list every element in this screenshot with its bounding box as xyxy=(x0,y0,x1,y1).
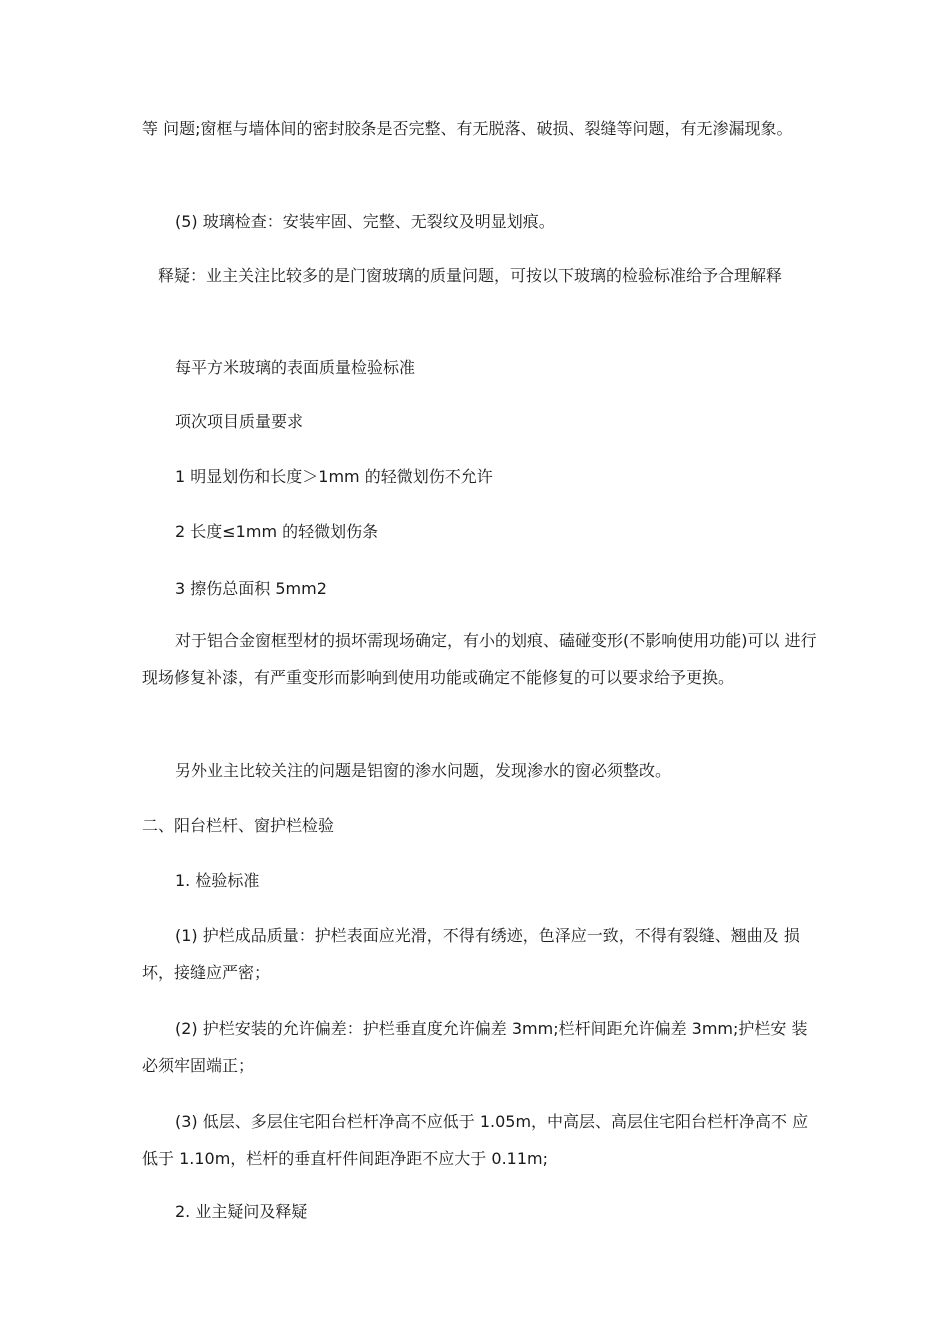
paragraph-glass-standard-title: 每平方米玻璃的表面质量检验标准 xyxy=(175,358,416,377)
paragraph-railing-deviation: (2) 护栏安装的允许偏差：护栏垂直度允许偏差 3mm;栏杆间距允许偏差 3mm;护栏安 装必须牢固端正； xyxy=(142,1019,808,1075)
subheading-inspection-standard: 1. 检验标准 xyxy=(175,871,260,890)
subheading-owner-questions: 2. 业主疑问及释疑 xyxy=(175,1202,308,1221)
paragraph-glass-check: (5) 玻璃检查：安装牢固、完整、无裂纹及明显划痕。 xyxy=(175,212,555,231)
paragraph-aluminum-frame: 对于铝合金窗框型材的损坏需现场确定，有小的划痕、磕碰变形(不影响使用功能)可以 进行现场修复补漆，有严重变形而影响到使用功能或确定不能修复的可以要求给予更换。 xyxy=(142,631,817,687)
paragraph-table-header: 项次项目质量要求 xyxy=(175,412,304,431)
section-heading-railing: 二、阳台栏杆、窗护栏检验 xyxy=(142,816,335,835)
paragraph-railing-quality: (1) 护栏成品质量：护栏表面应光滑，不得有绣迹，色泽应一致，不得有裂缝、翘曲及 损坏，接缝应严密； xyxy=(142,926,800,982)
paragraph-table-row-1: 1 明显划伤和长度＞1mm 的轻微划伤不允许 xyxy=(175,467,493,486)
paragraph-table-row-2: 2 长度≤1mm 的轻微划伤条 xyxy=(175,522,379,541)
paragraph-leakage: 另外业主比较关注的问题是铝窗的渗水问题，发现渗水的窗必须整改。 xyxy=(175,761,672,780)
paragraph-railing-height: (3) 低层、多层住宅阳台栏杆净高不应低于 1.05m，中高层、高层住宅阳台栏杆净高不 应低于 1.10m，栏杆的垂直杆件间距净距不应大于 0.11m; xyxy=(142,1112,809,1168)
paragraph-table-row-3: 3 擦伤总面积 5mm2 xyxy=(175,579,327,598)
paragraph-seal-check: 等 问题;窗框与墙体间的密封胶条是否完整、有无脱落、破损、裂缝等问题，有无渗漏现象。 xyxy=(142,119,793,138)
paragraph-explanation: 释疑：业主关注比较多的是门窗玻璃的质量问题，可按以下玻璃的检验标准给予合理解释 xyxy=(158,266,783,285)
